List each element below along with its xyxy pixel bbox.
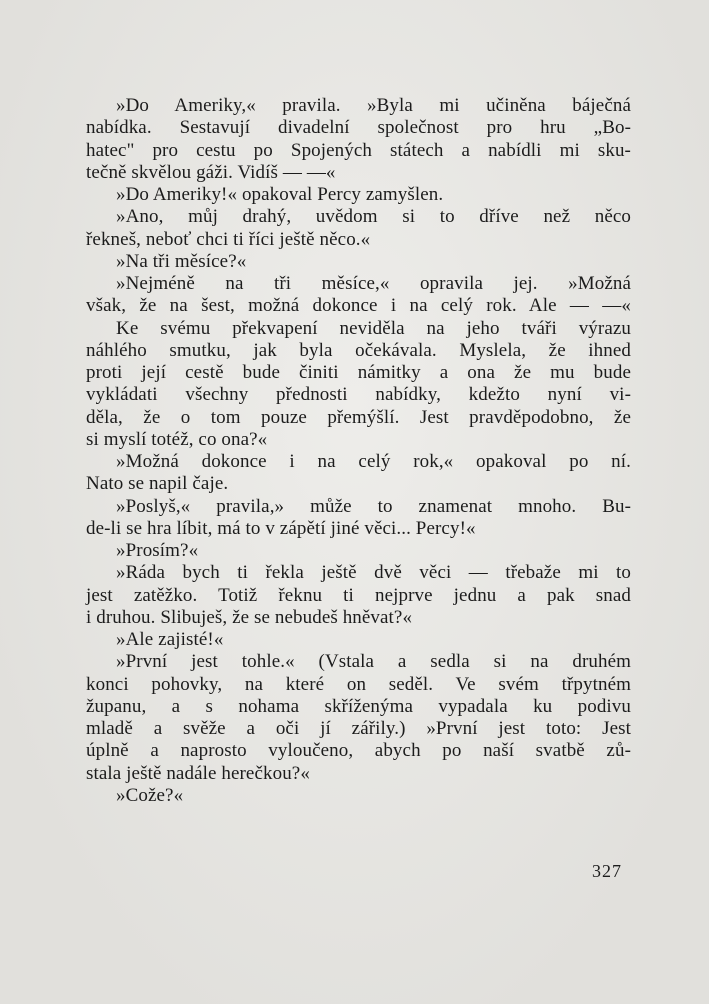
- text-line: »Poslyš,« pravila,» může to znamenat mnoho. Bu-: [116, 495, 631, 517]
- text-line: si myslí totéž, co ona?«: [86, 428, 268, 450]
- text-line: »Ano, můj drahý, uvědom si to dříve než něco: [116, 206, 631, 228]
- text-line: »Ale zajisté!«: [116, 629, 224, 650]
- text-line: »Do Ameriky,« pravila. »Byla mi učiněna báječná: [116, 95, 631, 116]
- text-line: jest zatěžko. Totiž řeknu ti nejprve jednu a pak snad: [86, 584, 631, 606]
- text-line: »Možná dokonce i na celý rok,« opakoval po ní.: [116, 451, 631, 472]
- text-line: náhlého smutku, jak byla očekávala. Myslela, že ihned: [86, 339, 631, 361]
- text-line: řekneš, neboť chci ti říci ještě něco.«: [86, 228, 371, 250]
- text-line: vykládati všechny přednosti nabídky, kdežto nyní vi-: [86, 384, 631, 406]
- text-line: mladě a svěže a oči jí zářily.) »První jest toto: Jest: [86, 718, 631, 739]
- body-text: [86, 95, 631, 807]
- text-line: konci pohovky, na které on seděl. Ve svém třpytném: [86, 673, 631, 695]
- text-line: děla, že o tom pouze přemýšlí. Jest pravděpodobno, že: [86, 406, 631, 428]
- text-line: »Do Ameriky!« opakoval Percy zamyšlen.: [116, 184, 444, 205]
- text-line: de-li se hra líbit, má to v zápětí jiné věci... Percy!«: [86, 517, 476, 539]
- text-line: »Ráda bych ti řekla ještě dvě věci — třebaže mi to: [116, 562, 631, 584]
- page-number: 327: [592, 861, 622, 881]
- text-line: županu, a s nohama skříženýma vypadala ku podivu: [86, 695, 631, 717]
- text-line: Nato se napil čaje.: [86, 473, 229, 495]
- text-line: »Prosím?«: [116, 540, 199, 561]
- text-line: »Na tři měsíce?«: [116, 250, 247, 272]
- text-line: stala ještě nadále herečkou?«: [86, 762, 310, 784]
- text-line: »Cože?«: [116, 784, 184, 806]
- text-line: tečně skvělou gáži. Vidíš — —«: [86, 161, 336, 183]
- text-line: proti její cestě bude činiti námitky a ona že mu bude: [86, 362, 631, 383]
- text-line: úplně a naprosto vyloučeno, abych po naší svatbě zů-: [86, 740, 631, 762]
- text-line: Ke svému překvapení neviděla na jeho tváři výrazu: [116, 317, 631, 339]
- text-line: nabídka. Sestavují divadelní společnost pro hru „Bo-: [86, 117, 631, 139]
- text-line: i druhou. Slibuješ, že se nebudeš hněvat?«: [86, 606, 413, 628]
- text-line: však, že na šest, možná dokonce i na celý rok. Ale — —«: [86, 295, 631, 317]
- text-line: »První jest tohle.« (Vstala a sedla si na druhém: [116, 651, 631, 673]
- text-line: hatec" pro cestu po Spojených státech a nabídli mi sku-: [86, 139, 631, 161]
- text-line: »Nejméně na tři měsíce,« opravila jej. »Možná: [116, 273, 631, 294]
